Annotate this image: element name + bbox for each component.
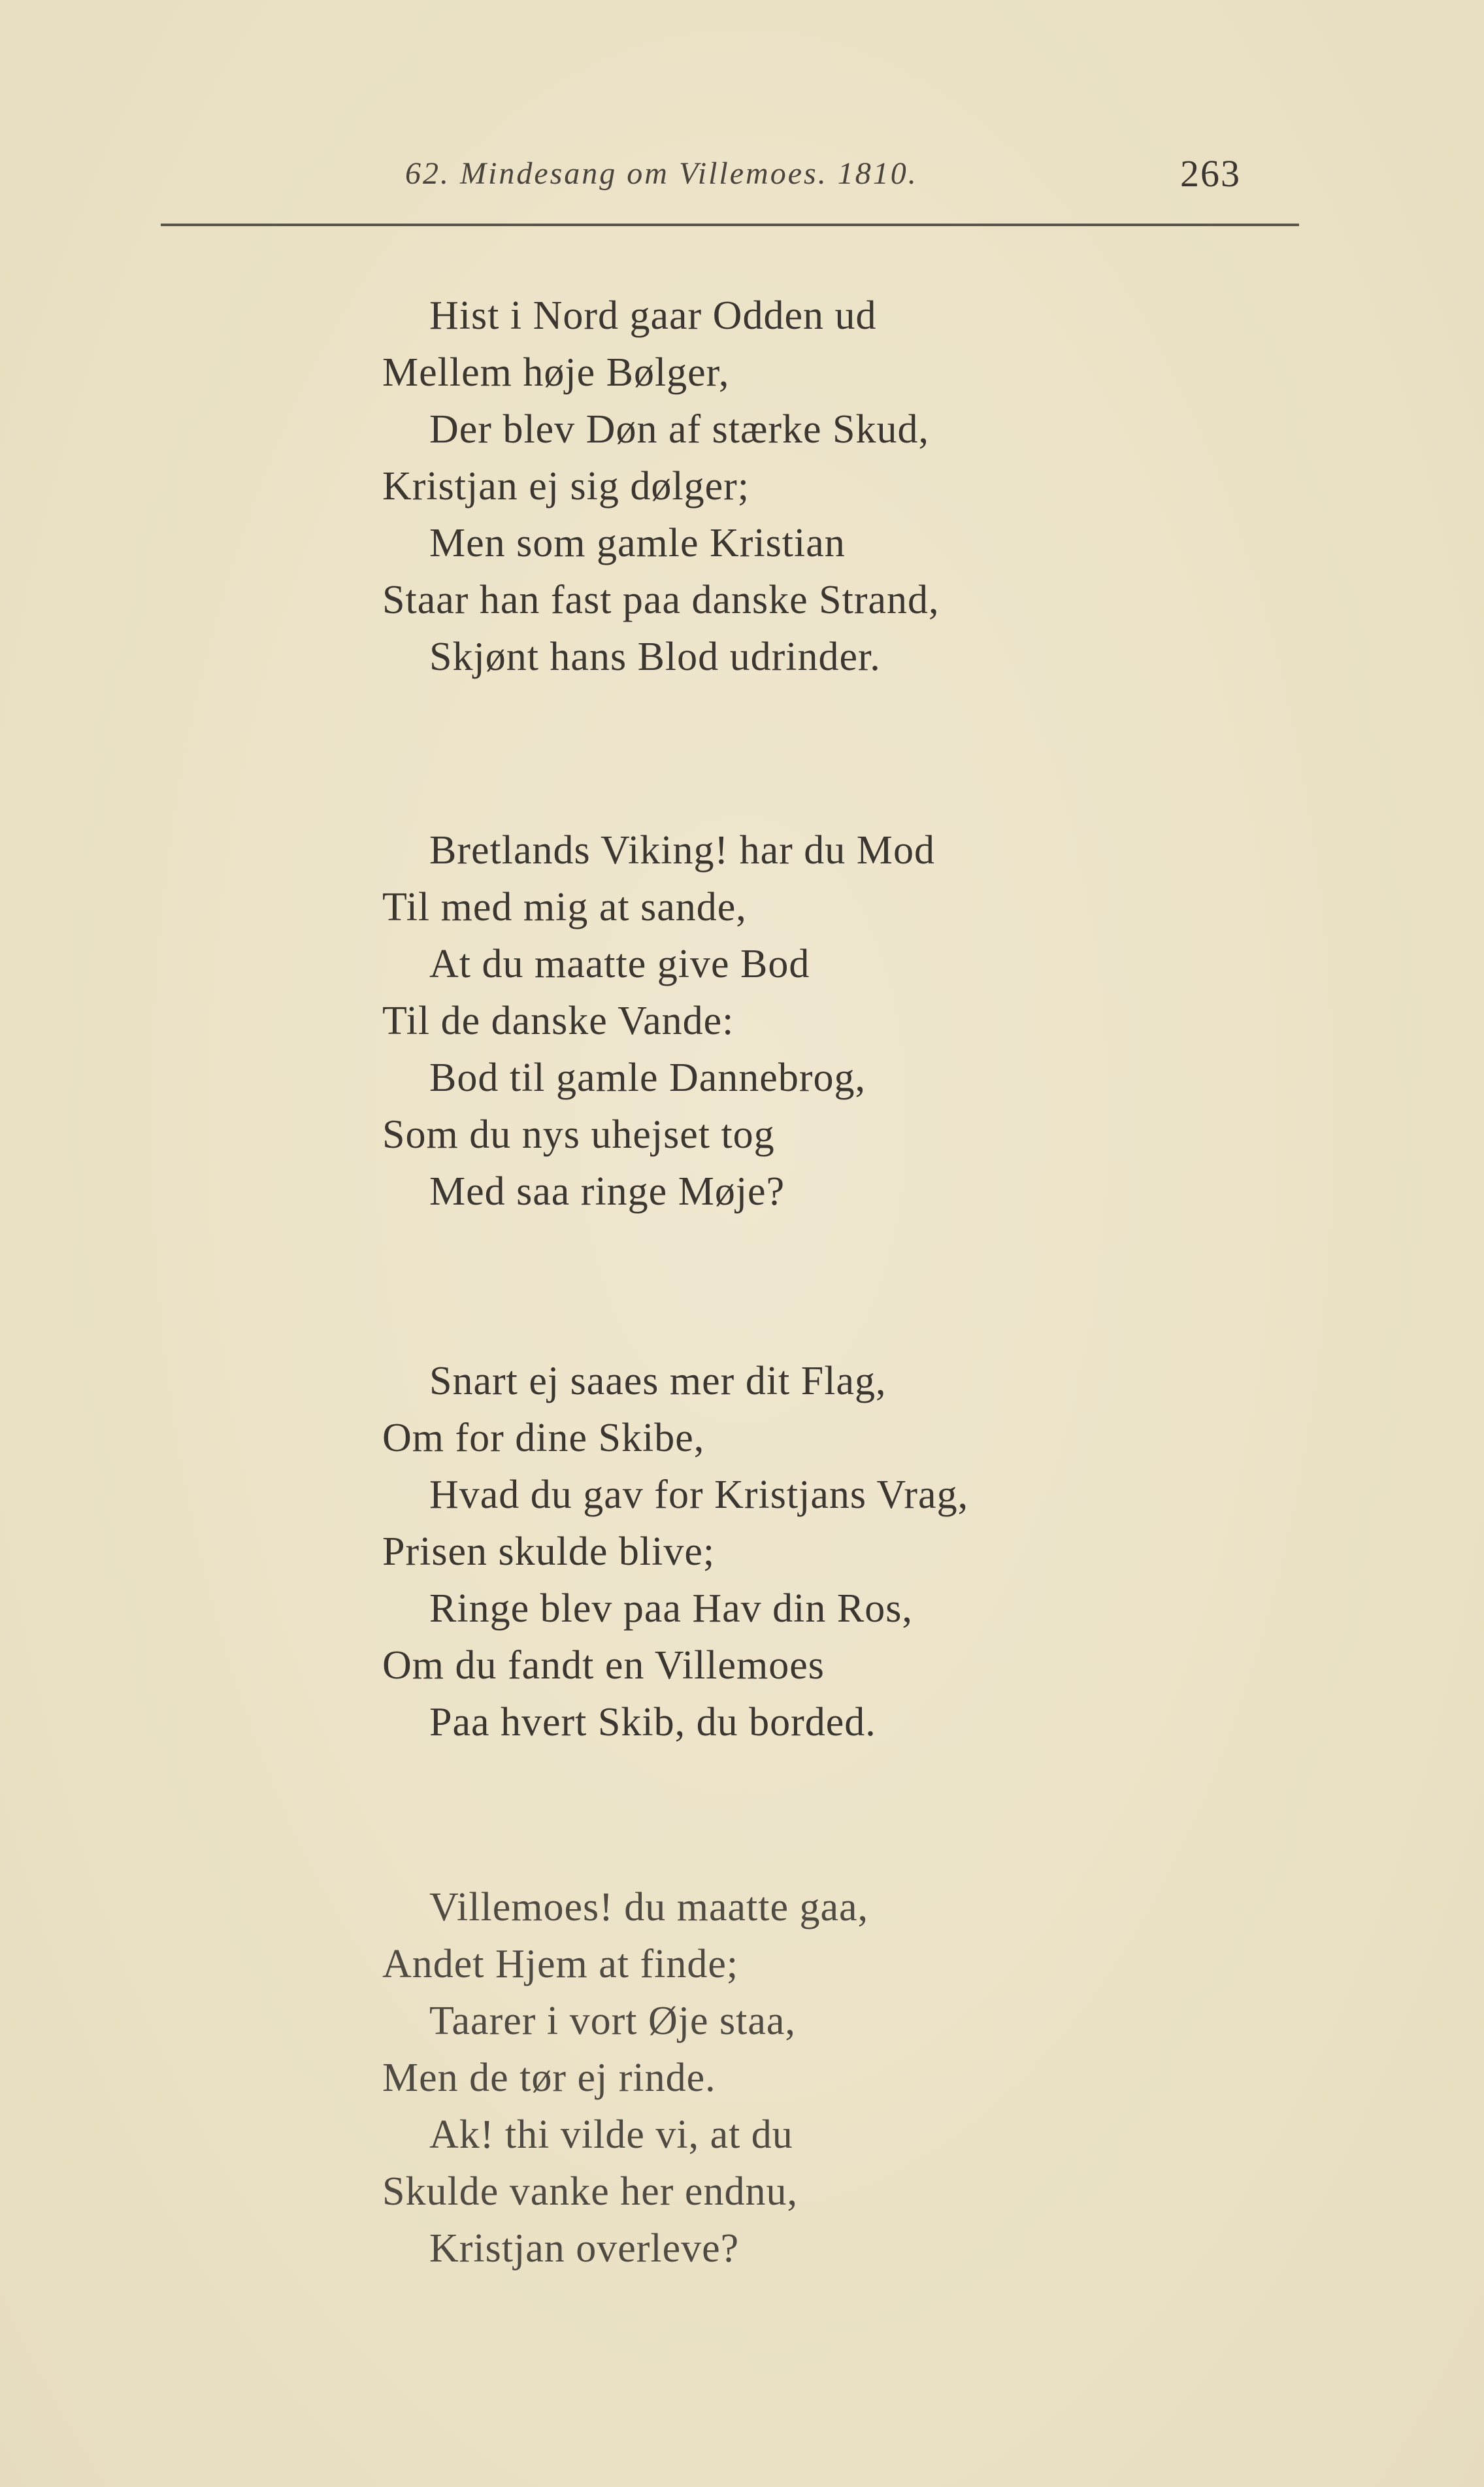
- verse-line: Om du fandt en Villemoes: [382, 1643, 825, 1688]
- verse-line: Hvad du gav for Kristjans Vrag,: [429, 1473, 969, 1517]
- verse-line: Ringe blev paa Hav din Ros,: [429, 1586, 913, 1631]
- verse-line: Snart ej saaes mer dit Flag,: [429, 1359, 887, 1403]
- running-title: 62. Mindesang om Villemoes. 1810.: [405, 156, 918, 191]
- verse-line: Taarer i vort Øje staa,: [429, 1999, 796, 2043]
- verse-line: Kristjan ej sig dølger;: [382, 464, 750, 509]
- stanza-1: [382, 288, 1362, 686]
- verse-line: Der blev Døn af stærke Skud,: [429, 407, 929, 452]
- verse-line: Kristjan overleve?: [429, 2226, 740, 2271]
- stanza-4: [382, 1879, 1362, 2277]
- verse-line: Som du nys uhejset tog: [382, 1112, 775, 1157]
- verse-line: Men de tør ej rinde.: [382, 2056, 716, 2100]
- stanza-3: [382, 1353, 1362, 1751]
- verse-line: Skjønt hans Blod udrinder.: [429, 635, 881, 679]
- header-rule: [161, 224, 1299, 226]
- verse-line: Mellem høje Bølger,: [382, 350, 730, 395]
- verse-line: Til de danske Vande:: [382, 999, 734, 1043]
- verse-line: Prisen skulde blive;: [382, 1529, 716, 1574]
- verse-line: Skulde vanke her endnu,: [382, 2169, 798, 2214]
- verse-line: Men som gamle Kristian: [429, 521, 846, 565]
- verse-line: Med saa ringe Møje?: [429, 1169, 785, 1214]
- verse-line: Hist i Nord gaar Odden ud: [429, 293, 877, 338]
- page-number: 263: [1180, 152, 1241, 195]
- verse-line: Om for dine Skibe,: [382, 1416, 705, 1460]
- verse-line: At du maatte give Bod: [429, 942, 810, 986]
- verse-line: Til med mig at sande,: [382, 885, 747, 929]
- verse-line: Bod til gamle Dannebrog,: [429, 1056, 866, 1100]
- verse-line: Andet Hjem at finde;: [382, 1942, 739, 1986]
- verse-line: Paa hvert Skib, du borded.: [429, 1700, 876, 1744]
- verse-line: Ak! thi vilde vi, at du: [429, 2112, 793, 2157]
- stanza-2: [382, 822, 1362, 1220]
- verse-line: Staar han fast paa danske Strand,: [382, 578, 940, 622]
- verse-line: Villemoes! du maatte gaa,: [429, 1885, 869, 1929]
- verse-line: Bretlands Viking! har du Mod: [429, 828, 935, 873]
